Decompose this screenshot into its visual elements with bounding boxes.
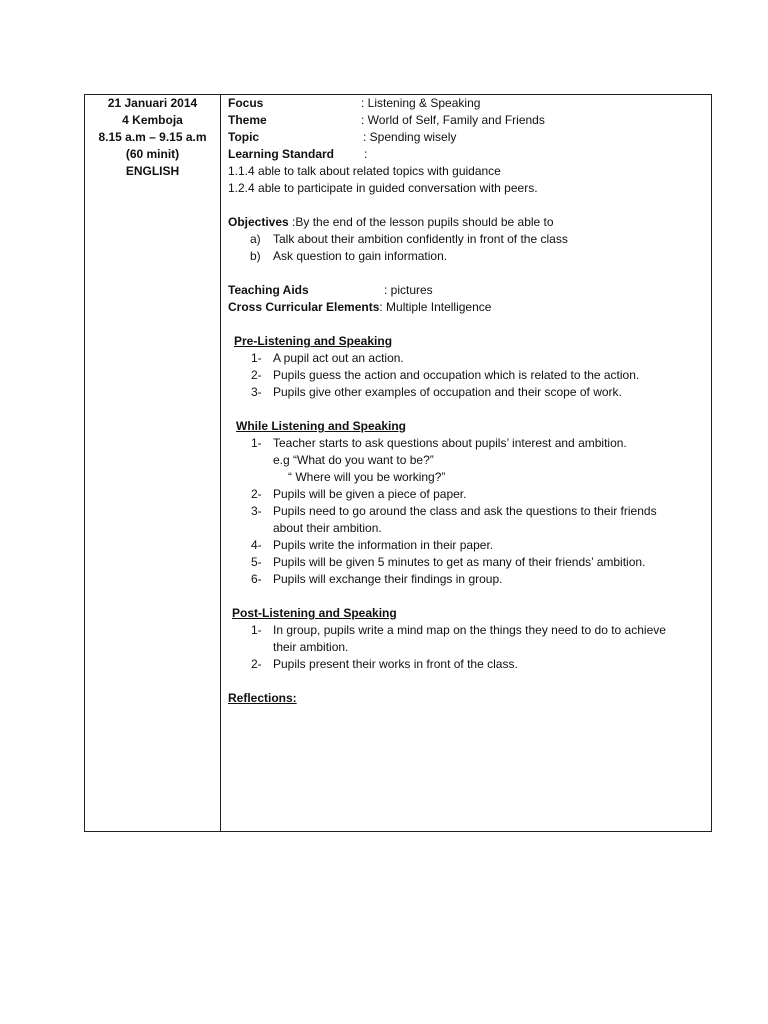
- teaching-aids-row: [228, 282, 708, 299]
- objectives-label: Objectives: [228, 215, 289, 229]
- post-item-1-text: In group, pupils write a mind map on the things they need to do to achieve: [273, 623, 666, 637]
- theme-value: : World of Self, Family and Friends: [361, 113, 545, 127]
- objective-b: [228, 248, 708, 265]
- while-example-2: “ Where will you be working?”: [288, 470, 446, 484]
- while-item-4-text: Pupils write the information in their paper.: [273, 538, 494, 552]
- standard-1: 1.1.4 able to talk about related topics with guidance: [228, 164, 501, 178]
- objectives-line: [228, 214, 708, 231]
- post-listening-heading: Post-Listening and Speaking: [232, 606, 397, 620]
- topic-label: Topic: [228, 130, 260, 144]
- focus-row: [228, 95, 708, 112]
- lesson-subject: ENGLISH: [125, 164, 180, 178]
- while-item-5: [228, 554, 708, 571]
- pre-item-2-text: Pupils guess the action and occupation which is related to the action.: [273, 368, 640, 382]
- pre-item-1-text: A pupil act out an action.: [273, 351, 404, 365]
- reflections-heading: Reflections:: [228, 691, 297, 705]
- objective-b-text: Ask question to gain information.: [273, 249, 448, 263]
- while-item-5-text: Pupils will be given 5 minutes to get as many of their friends’ ambition.: [273, 555, 646, 569]
- pre-item-1-num: 1-: [251, 351, 262, 365]
- lesson-time: 8.15 a.m – 9.15 a.m: [98, 130, 207, 144]
- topic-value: : Spending wisely: [363, 130, 457, 144]
- while-item-5-num: 5-: [251, 555, 262, 569]
- objectives-intro: :By the end of the lesson pupils should be able to: [288, 215, 554, 229]
- objective-a-marker: a): [250, 232, 261, 246]
- lesson-plan-table: [84, 94, 712, 832]
- pre-item-3-text: Pupils give other examples of occupation and their scope of work.: [273, 385, 622, 399]
- while-item-1-num: 1-: [251, 436, 262, 450]
- lesson-header-column: [85, 95, 220, 180]
- objective-a: [228, 231, 708, 248]
- focus-label: Focus: [228, 96, 264, 110]
- pre-item-2: [228, 367, 708, 384]
- while-item-3: [228, 503, 708, 520]
- objective-b-marker: b): [250, 249, 261, 263]
- pre-item-3-num: 3-: [251, 385, 262, 399]
- post-item-2-num: 2-: [251, 657, 262, 671]
- cross-curricular-row: [228, 299, 708, 316]
- lesson-duration: (60 minit): [125, 147, 180, 161]
- while-item-2-num: 2-: [251, 487, 262, 501]
- while-item-2: [228, 486, 708, 503]
- post-item-1-num: 1-: [251, 623, 262, 637]
- cross-curricular-value: : Multiple Intelligence: [379, 300, 492, 314]
- cross-curricular-label: Cross Curricular Elements: [228, 300, 380, 314]
- pre-item-1: [228, 350, 708, 367]
- post-item-1: [228, 622, 708, 639]
- post-item-2: [228, 656, 708, 673]
- teaching-aids-label: Teaching Aids: [228, 283, 309, 297]
- theme-label: Theme: [228, 113, 267, 127]
- pre-listening-heading: Pre-Listening and Speaking: [234, 334, 393, 348]
- while-item-3-text: Pupils need to go around the class and ask the questions to their friends: [273, 504, 657, 518]
- while-item-6: [228, 571, 708, 588]
- while-item-1-text: Teacher starts to ask questions about pupils’ interest and ambition.: [273, 436, 627, 450]
- lesson-content-column: [228, 95, 708, 707]
- lesson-date: 21 Januari 2014: [107, 96, 198, 110]
- while-example-1: e.g “What do you want to be?”: [273, 453, 434, 467]
- theme-row: [228, 112, 708, 129]
- while-item-1: [228, 435, 708, 452]
- pre-item-3: [228, 384, 708, 401]
- post-item-2-text: Pupils present their works in front of the class.: [273, 657, 518, 671]
- learning-standard-row: [228, 146, 708, 163]
- while-item-3-continued: about their ambition.: [273, 521, 382, 535]
- while-item-6-num: 6-: [251, 572, 262, 586]
- teaching-aids-value: : pictures: [384, 283, 433, 297]
- learning-standard-label: Learning Standard: [228, 147, 335, 161]
- while-item-6-text: Pupils will exchange their findings in group.: [273, 572, 503, 586]
- focus-value: : Listening & Speaking: [361, 96, 481, 110]
- standard-2: 1.2.4 able to participate in guided conversation with peers.: [228, 181, 538, 195]
- objective-a-text: Talk about their ambition confidently in front of the class: [273, 232, 568, 246]
- topic-row: [228, 129, 708, 146]
- learning-standard-colon: :: [364, 147, 368, 161]
- while-item-3-num: 3-: [251, 504, 262, 518]
- lesson-class: 4 Kemboja: [122, 113, 183, 127]
- while-listening-heading: While Listening and Speaking: [236, 419, 407, 433]
- while-item-2-text: Pupils will be given a piece of paper.: [273, 487, 467, 501]
- post-item-1-continued: their ambition.: [273, 640, 349, 654]
- while-item-4-num: 4-: [251, 538, 262, 552]
- column-divider: [220, 95, 221, 831]
- pre-item-2-num: 2-: [251, 368, 262, 382]
- while-item-4: [228, 537, 708, 554]
